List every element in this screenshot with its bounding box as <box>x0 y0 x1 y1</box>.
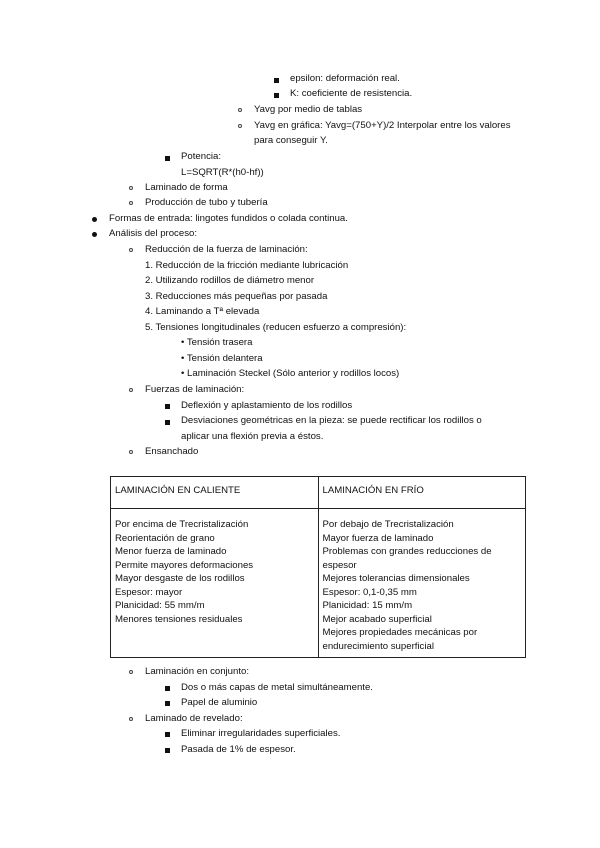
text-line: aplicar una flexión previa a éstos. <box>181 431 324 442</box>
list-item: Planicidad: 15 mm/m <box>322 600 413 611</box>
cold-rolling-cell <box>318 509 526 658</box>
circle-bullet-icon <box>129 186 133 190</box>
circle-bullet-icon <box>238 124 242 128</box>
text-line: Dos o más capas de metal simultáneamente. <box>181 682 373 693</box>
text-line: 2. Utilizando rodillos de diámetro menor <box>145 275 315 286</box>
list-item: Mejores tolerancias dimensionales <box>322 573 470 584</box>
header-hot-rolling: LAMINACIÓN EN CALIENTE <box>111 477 319 509</box>
text-line: Fuerzas de laminación: <box>145 384 245 395</box>
text-line: Desviaciones geométricas en la pieza: se puede rectificar los rodillos o <box>181 415 482 426</box>
text-line: Yavg por medio de tablas <box>254 104 363 115</box>
circle-bullet-icon <box>129 717 133 721</box>
list-item: Mejores propiedades mecánicas por endurecimiento superficial <box>322 627 478 652</box>
circle-bullet-icon <box>238 108 242 112</box>
text-line: Reducción de la fuerza de laminación: <box>145 244 308 255</box>
text-line: Laminación en conjunto: <box>145 666 250 677</box>
square-bullet-icon <box>274 78 279 83</box>
text-line: Ensanchado <box>145 446 199 457</box>
text-line: Eliminar irregularidades superficiales. <box>181 728 341 739</box>
hot-rolling-cell <box>111 509 319 658</box>
text-line: Yavg en gráfica: Yavg=(750+Y)/2 Interpolar entre los valores <box>254 120 511 131</box>
list-item: Espesor: mayor <box>115 586 183 598</box>
text-line: • Tensión trasera <box>181 337 253 348</box>
list-item: Menores tensiones residuales <box>115 613 243 625</box>
table-row <box>111 509 526 658</box>
square-bullet-icon <box>165 701 170 706</box>
header-cold-rolling: LAMINACIÓN EN FRÍO <box>318 477 526 509</box>
list-item: Mayor desgaste de los rodillos <box>115 573 245 584</box>
list-item: Planicidad: 55 mm/m <box>115 600 205 611</box>
circle-bullet-icon <box>129 670 133 674</box>
text-line: 3. Reducciones más pequeñas por pasada <box>145 291 328 302</box>
square-bullet-icon <box>165 404 170 409</box>
text-line: epsilon: deformación real. <box>290 73 400 84</box>
list-item: Menor fuerza de laminado <box>115 546 227 557</box>
text-line: • Tensión delantera <box>181 353 263 364</box>
square-bullet-icon <box>165 156 170 161</box>
square-bullet-icon <box>165 748 170 753</box>
text-line: Formas de entrada: lingotes fundidos o colada continua. <box>109 213 348 224</box>
circle-bullet-icon <box>129 248 133 252</box>
list-item: Espesor: 0,1-0,35 mm <box>322 586 417 598</box>
text-line: Laminado de revelado: <box>145 713 243 724</box>
disc-bullet-icon <box>92 232 97 237</box>
text-line: Laminado de forma <box>145 182 228 193</box>
text-line: Pasada de 1% de espesor. <box>181 744 296 755</box>
text-line: 4. Laminando a Tª elevada <box>145 306 260 317</box>
text-line: Potencia: <box>181 151 222 162</box>
text-line: para conseguir Y. <box>254 135 328 146</box>
text-line: 1. Reducción de la fricción mediante lubricación <box>145 260 349 271</box>
text-line: K: coeficiente de resistencia. <box>290 88 413 99</box>
text-line: Papel de aluminio <box>181 697 258 708</box>
text-line: Análisis del proceso: <box>109 228 197 239</box>
list-item: Mayor fuerza de laminado <box>322 532 434 544</box>
disc-bullet-icon <box>92 217 97 222</box>
list-item: Reorientación de grano <box>115 532 215 544</box>
text-line: 5. Tensiones longitudinales (reducen esfuerzo a compresión): <box>145 322 407 333</box>
text-line: Producción de tubo y tubería <box>145 197 268 208</box>
list-item: Por encima de Trecristalización <box>115 519 249 530</box>
text-line: Deflexión y aplastamiento de los rodillos <box>181 400 353 411</box>
circle-bullet-icon <box>129 450 133 454</box>
comparison-table <box>110 476 526 658</box>
list-item: Mejor acabado superficial <box>322 613 432 625</box>
square-bullet-icon <box>165 732 170 737</box>
square-bullet-icon <box>165 686 170 691</box>
formula-line: L=SQRT(R*(h0-hf)) <box>181 167 264 178</box>
circle-bullet-icon <box>129 201 133 205</box>
square-bullet-icon <box>165 420 170 425</box>
list-item: Por debajo de Trecristalización <box>322 519 454 530</box>
square-bullet-icon <box>274 93 279 98</box>
list-item: Problemas con grandes reducciones de espesor <box>322 546 492 571</box>
circle-bullet-icon <box>129 388 133 392</box>
table-header-row <box>111 477 526 509</box>
text-line: • Laminación Steckel (Sólo anterior y rodillos locos) <box>181 368 400 379</box>
list-item: Permite mayores deformaciones <box>115 559 254 571</box>
